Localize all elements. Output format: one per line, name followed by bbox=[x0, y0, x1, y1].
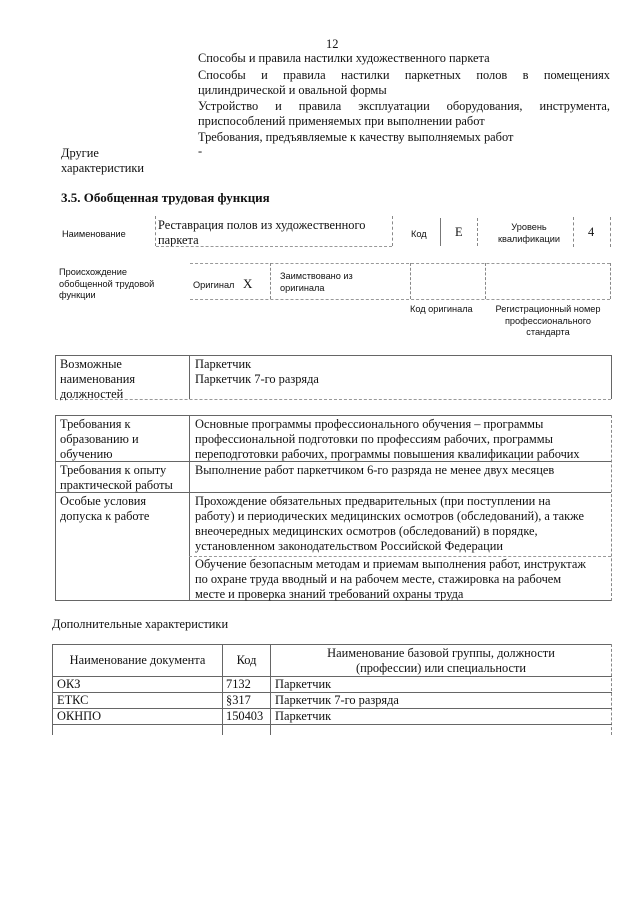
level-label: Уровень квалификации bbox=[498, 222, 560, 244]
name-label: Наименование bbox=[62, 229, 126, 239]
education-value: Основные программы профессионального обучения – программы профессиональной подготовки по профессиям рабочих, программы переподготовки рабочих, программы повышения квалификации рабочих bbox=[195, 417, 580, 461]
row-code: 7132 bbox=[226, 677, 251, 691]
row-code: 150403 bbox=[226, 709, 264, 723]
additional-title: Дополнительные характеристики bbox=[52, 617, 229, 631]
code-label: Код bbox=[411, 229, 427, 239]
code-value: E bbox=[455, 225, 463, 239]
reg-number-label: Регистрационный номер профессионального стандарта bbox=[495, 304, 601, 337]
list-item: приспособлений применяемых при выполнении работ bbox=[198, 114, 485, 128]
row-document: ЕТКС bbox=[57, 693, 89, 707]
original-label: Оригинал bbox=[193, 280, 235, 290]
list-item: цилиндрической и овальной формы bbox=[198, 83, 387, 97]
special-conditions-value-2: Обучение безопасным методам и приемам выполнения работ, инструктаж по охране труда вводный и на рабочем месте, стажировка на рабочем месте и проверка знаний требований охраны труда bbox=[195, 557, 586, 601]
education-label: Требования к образованию и обучению bbox=[60, 417, 139, 461]
page-number: 12 bbox=[326, 37, 339, 51]
row-name: Паркетчик 7-го разряда bbox=[275, 693, 399, 707]
header-code: Код bbox=[236, 653, 257, 667]
special-conditions-label: Особые условия допуска к работе bbox=[60, 494, 150, 523]
other-characteristics-value: - bbox=[198, 144, 203, 158]
positions-value: Паркетчик Паркетчик 7-го разряда bbox=[195, 357, 319, 386]
list-item: Способы и правила настилки паркетных полов в помещениях bbox=[198, 68, 610, 82]
section-title: 3.5. Обобщенная трудовая функция bbox=[61, 190, 270, 205]
experience-value: Выполнение работ паркетчиком 6-го разряда не менее двух месяцев bbox=[195, 463, 555, 477]
list-item: Требования, предъявляемые к качеству выполняемых работ bbox=[198, 130, 514, 144]
row-name: Паркетчик bbox=[275, 709, 332, 723]
list-item: Способы и правила настилки художественного паркета bbox=[198, 51, 490, 65]
origin-label: Происхождение обобщенной трудовой функции bbox=[59, 267, 155, 300]
special-conditions-value-1: Прохождение обязательных предварительных (при поступлении на работу) и периодических медицинских осмотров (обследований), а также внеочередных медицинских осмотров (обследований) в порядке, установленном законодательством Российской Федерации bbox=[195, 494, 584, 553]
experience-label: Требования к опыту практической работы bbox=[60, 463, 173, 492]
original-mark: X bbox=[243, 276, 253, 291]
code-original-label: Код оригинала bbox=[410, 304, 473, 314]
row-name: Паркетчик bbox=[275, 677, 332, 691]
other-characteristics-label: Другие характеристики bbox=[61, 146, 145, 175]
header-document: Наименование документа bbox=[69, 653, 206, 667]
positions-label: Возможные наименования должностей bbox=[60, 357, 136, 401]
borrowed-label: Заимствовано из оригинала bbox=[280, 271, 353, 293]
row-code: §317 bbox=[226, 693, 251, 707]
level-value: 4 bbox=[588, 225, 595, 239]
row-document: ОКНПО bbox=[57, 709, 102, 723]
row-document: ОКЗ bbox=[57, 677, 81, 691]
header-group: Наименование базовой группы, должности (профессии) или специальности bbox=[327, 646, 555, 675]
list-item: Устройство и правила эксплуатации оборудования, инструмента, bbox=[198, 99, 610, 113]
function-name-value: Реставрация полов из художественного паркета bbox=[158, 218, 366, 247]
